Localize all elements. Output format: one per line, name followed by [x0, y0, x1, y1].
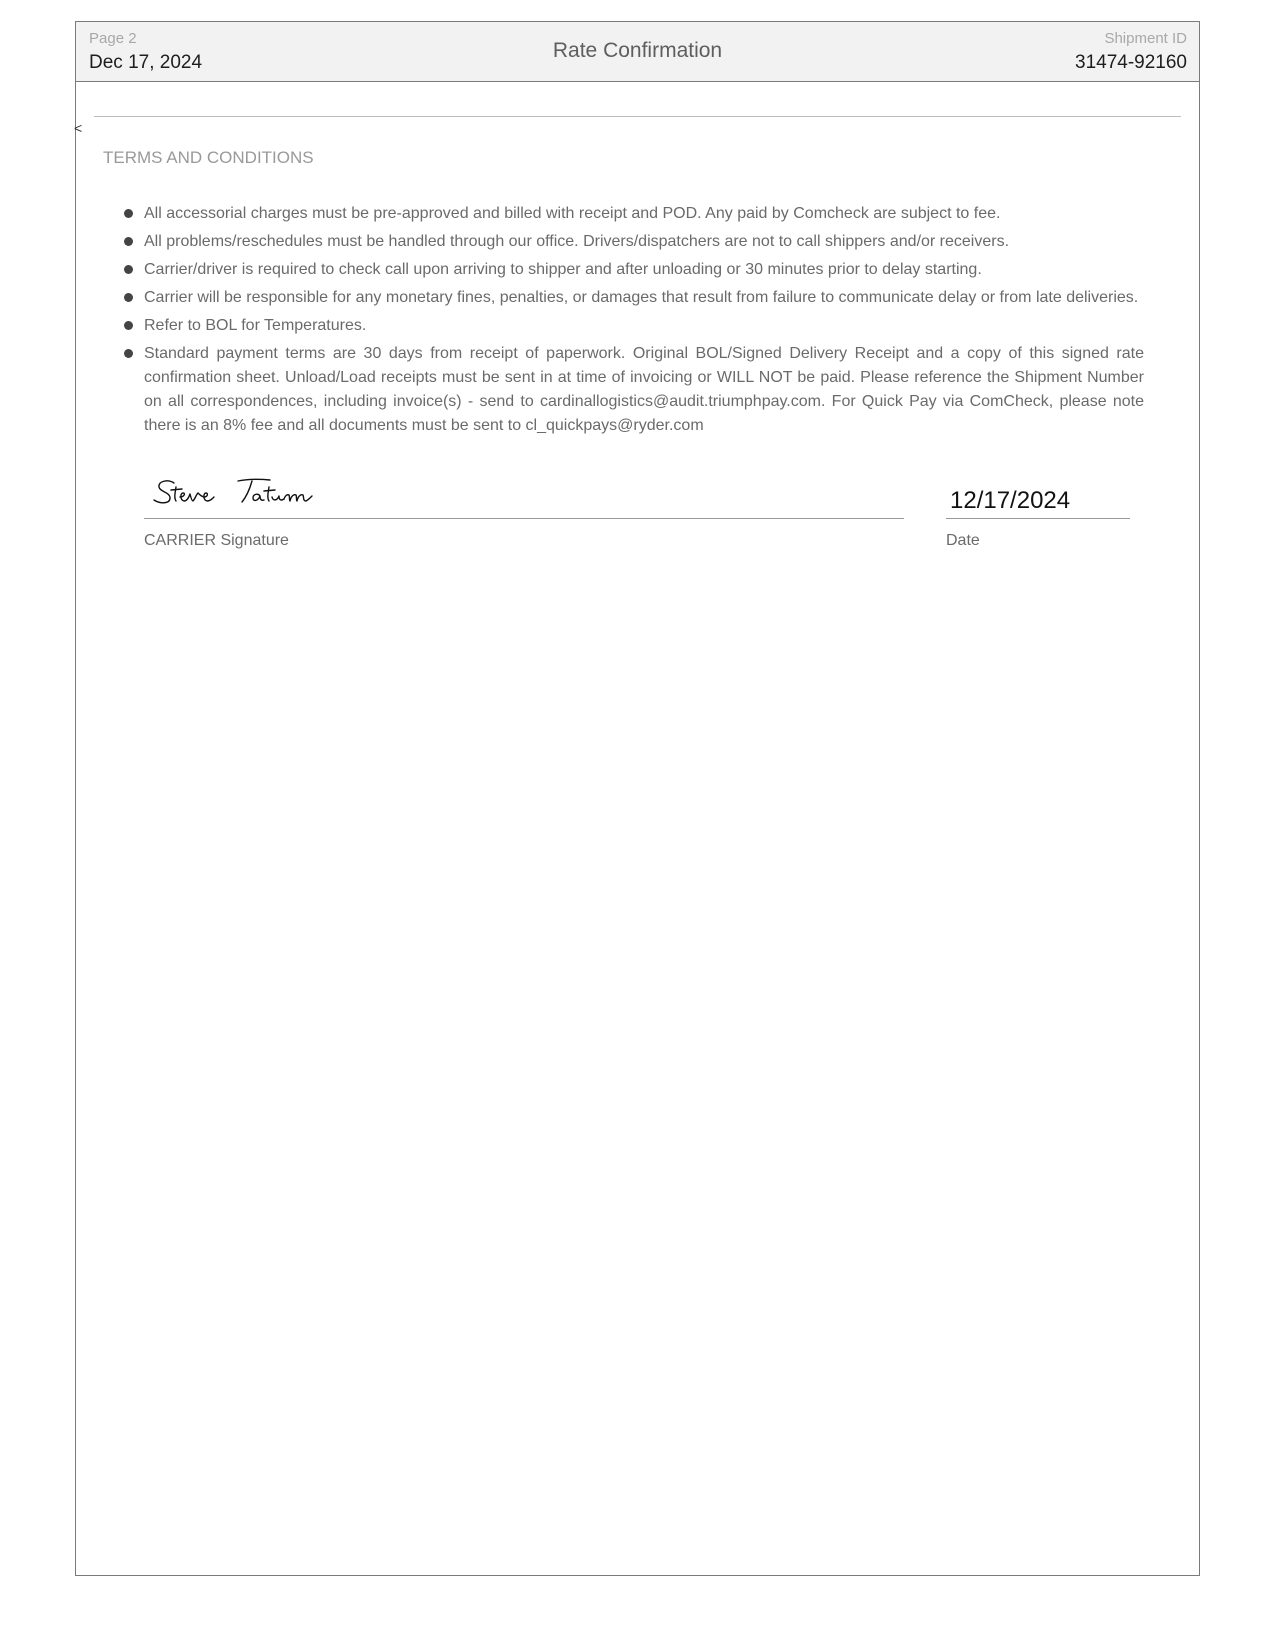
terms-item-text: Refer to BOL for Temperatures.	[144, 317, 367, 334]
bullet-icon	[124, 237, 133, 246]
terms-list	[124, 202, 1144, 442]
terms-item-text: All problems/reschedules must be handled through our office. Drivers/dispatchers are not to call shippers and/or receivers.	[144, 233, 1010, 250]
carrier-signature-field[interactable]	[144, 475, 904, 555]
shipment-info	[1075, 30, 1187, 76]
back-arrow-glyph: <	[74, 120, 83, 136]
shipment-id-label: Shipment ID	[1104, 30, 1187, 47]
document-page	[75, 21, 1200, 1576]
date-line	[946, 518, 1130, 519]
terms-item-text: Carrier will be responsible for any monetary fines, penalties, or damages that result from failure to communicate delay or from late deliveries.	[144, 289, 1139, 306]
bullet-icon	[124, 321, 133, 330]
bullet-icon	[124, 349, 133, 358]
bullet-icon	[124, 209, 133, 218]
shipment-id-value: 31474-92160	[1075, 52, 1187, 73]
signature-label: CARRIER Signature	[144, 532, 289, 549]
terms-item-text: Carrier/driver is required to check call upon arriving to shipper and after unloading or 30 minutes prior to delay starting.	[144, 261, 982, 278]
terms-item-text: All accessorial charges must be pre-approved and billed with receipt and POD. Any paid by Comcheck are subject to fee.	[144, 205, 1001, 222]
terms-item	[124, 230, 1144, 254]
terms-item	[124, 258, 1144, 282]
signature-date-value: 12/17/2024	[950, 487, 1071, 514]
signature-line	[144, 518, 904, 519]
page-number: Page 2	[89, 30, 137, 47]
page-header	[76, 22, 1199, 82]
terms-item	[124, 286, 1144, 310]
bullet-icon	[124, 265, 133, 274]
terms-item	[124, 202, 1144, 226]
bullet-icon	[124, 293, 133, 302]
section-divider	[94, 116, 1181, 117]
terms-item-text: Standard payment terms are 30 days from receipt of paperwork. Original BOL/Signed Delivery Receipt and a copy of this signed rate confirmation sheet. Unload/Load receipts must be sent in at time of invoicing or WILL NOT be paid. Please reference the Shipment Number on all correspondences, including invoice(s) - send to cardinallogistics@audit.triumphpay.com. For Quick Pay via ComCheck, please note there is an 8% fee and all documents must be sent to cl_quickpays@ryder.com	[144, 345, 1144, 434]
signature-date-field[interactable]	[946, 475, 1130, 555]
document-date: Dec 17, 2024	[89, 52, 203, 73]
terms-item	[124, 314, 1144, 338]
document-title: Rate Confirmation	[552, 39, 723, 62]
handwritten-signature	[152, 475, 352, 519]
terms-heading: TERMS AND CONDITIONS	[103, 148, 314, 167]
date-label: Date	[946, 532, 980, 549]
terms-item	[124, 342, 1144, 438]
